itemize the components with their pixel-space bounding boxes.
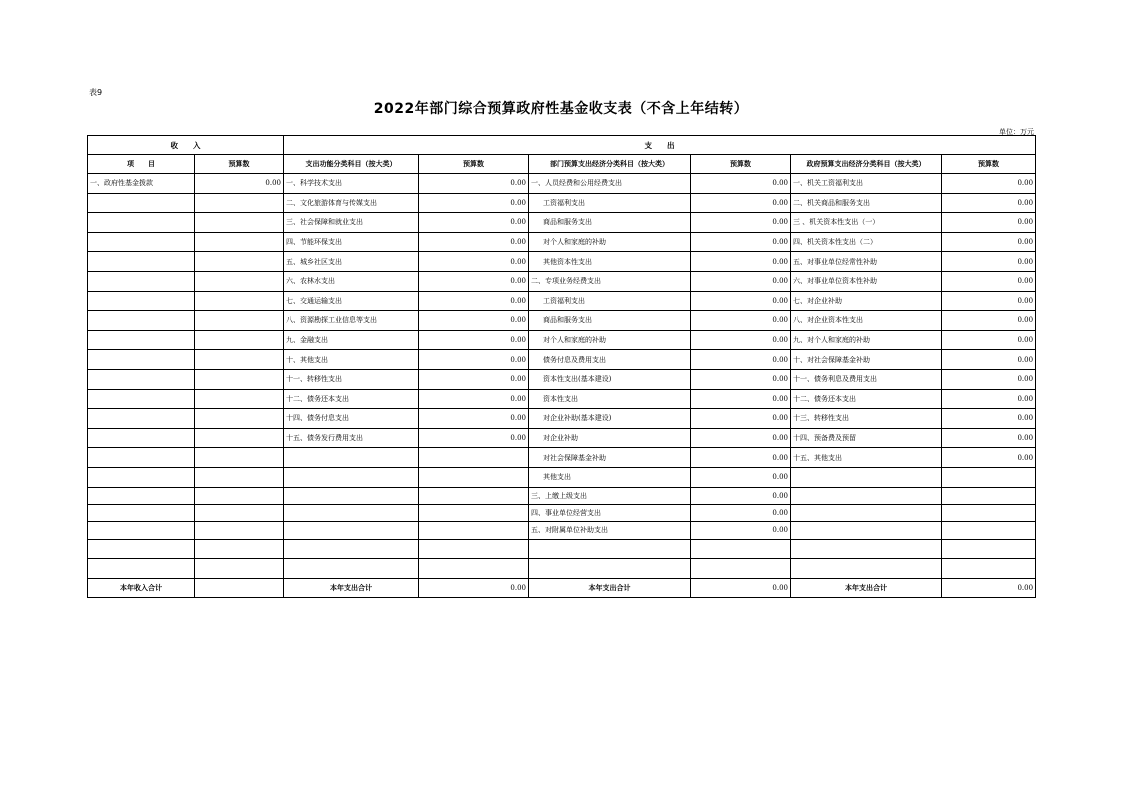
dept-econ-value: 0.00 [691,467,791,487]
dept-econ-item: 四、事业单位经营支出 [529,504,691,521]
dept-econ-item: 资本性支出 [529,389,691,409]
income-header: 收 入 [88,136,284,155]
gov-econ-value [942,522,1036,539]
dept-econ-value: 0.00 [691,271,791,291]
income-item [88,487,195,504]
func-class-item [284,559,419,579]
table-row [88,559,1036,579]
gov-econ-value [942,539,1036,559]
dept-econ-value: 0.00 [691,311,791,331]
dept-econ-value: 0.00 [691,330,791,350]
income-value [195,350,284,370]
table-row [88,213,1036,233]
dept-econ-item: 商品和服务支出 [529,311,691,331]
header-row-columns [88,155,1036,174]
table-row [88,409,1036,429]
gov-econ-value: 0.00 [942,311,1036,331]
table-row [88,448,1036,468]
gov-econ-item: 七、对企业补助 [791,291,942,311]
dept-econ-value: 0.00 [691,448,791,468]
table-row [88,232,1036,252]
dept-econ-item: 对个人和家庭的补助 [529,330,691,350]
dept-econ-value: 0.00 [691,291,791,311]
gov-econ-value: 0.00 [942,193,1036,213]
income-value [195,369,284,389]
income-item [88,213,195,233]
expense-header: 支 出 [284,136,1036,155]
table-row [88,539,1036,559]
dept-econ-item: 对企业补助 [529,428,691,448]
func-class-item [284,539,419,559]
dept-econ-value: 0.00 [691,232,791,252]
dept-econ-value: 0.00 [691,252,791,272]
page-title: 2022年部门综合预算政府性基金收支表（不含上年结转） [373,101,749,117]
func-class-value: 0.00 [419,311,529,331]
gov-econ-item: 十四、预备费及预留 [791,428,942,448]
totals-row [88,578,1036,597]
income-total-label: 本年收入合计 [88,578,195,597]
gov-econ-value: 0.00 [942,252,1036,272]
dept-econ-value: 0.00 [691,504,791,521]
gov-econ-value [942,487,1036,504]
gov-econ-item: 一、机关工资福利支出 [791,174,942,194]
gov-econ-value: 0.00 [942,213,1036,233]
dept-econ-value [691,559,791,579]
income-item [88,271,195,291]
income-value [195,539,284,559]
dept-econ-item: 商品和服务支出 [529,213,691,233]
func-class-item [284,522,419,539]
func-class-item [284,504,419,521]
table-row [88,174,1036,194]
income-value: 0.00 [195,174,284,194]
income-value [195,330,284,350]
func-total-value: 0.00 [419,578,529,597]
income-item [88,559,195,579]
dept-econ-item: 一、人员经费和公用经费支出 [529,174,691,194]
col-func-budget: 预算数 [419,155,529,174]
income-value [195,559,284,579]
gov-econ-value: 0.00 [942,428,1036,448]
gov-econ-item: 十三、转移性支出 [791,409,942,429]
gov-econ-value: 0.00 [942,448,1036,468]
income-value [195,409,284,429]
income-item: 一、政府性基金拨款 [88,174,195,194]
func-class-item: 一、科学技术支出 [284,174,419,194]
func-class-item [284,467,419,487]
gov-econ-value: 0.00 [942,271,1036,291]
table-row [88,330,1036,350]
dept-econ-value: 0.00 [691,522,791,539]
table-row [88,487,1036,504]
table-row [88,467,1036,487]
income-item [88,448,195,468]
col-item: 项 目 [88,155,195,174]
func-class-item: 十四、债务付息支出 [284,409,419,429]
func-class-value [419,539,529,559]
dept-econ-item: 对社会保障基金补助 [529,448,691,468]
income-item [88,409,195,429]
gov-econ-item: 二、机关商品和服务支出 [791,193,942,213]
dept-econ-value: 0.00 [691,174,791,194]
func-class-value [419,559,529,579]
func-class-value: 0.00 [419,350,529,370]
table-number: 表9 [89,88,103,97]
func-class-value [419,467,529,487]
dept-econ-item: 五、对附属单位补助支出 [529,522,691,539]
dept-econ-value: 0.00 [691,409,791,429]
table-row [88,311,1036,331]
gov-econ-value [942,504,1036,521]
gov-econ-value: 0.00 [942,409,1036,429]
dept-econ-value: 0.00 [691,428,791,448]
dept-econ-value: 0.00 [691,369,791,389]
dept-total-label: 本年支出合计 [529,578,691,597]
func-class-item: 五、城乡社区支出 [284,252,419,272]
income-item [88,252,195,272]
income-value [195,487,284,504]
dept-econ-item: 债务付息及费用支出 [529,350,691,370]
income-item [88,467,195,487]
func-class-item [284,448,419,468]
col-income-budget: 预算数 [195,155,284,174]
gov-econ-value: 0.00 [942,232,1036,252]
income-value [195,252,284,272]
income-total-value [195,578,284,597]
income-value [195,448,284,468]
gov-econ-item: 三 、机关资本性支出（一） [791,213,942,233]
income-value [195,291,284,311]
col-dept-econ-class: 部门预算支出经济分类科目（按大类） [529,155,691,174]
income-item [88,350,195,370]
unit-label: 单位：万元 [999,128,1034,136]
gov-total-value: 0.00 [942,578,1036,597]
income-value [195,522,284,539]
table-row [88,428,1036,448]
table-row [88,350,1036,370]
income-item [88,539,195,559]
dept-econ-item [529,559,691,579]
gov-econ-item: 十二、债务还本支出 [791,389,942,409]
func-class-value: 0.00 [419,232,529,252]
col-gov-budget: 预算数 [942,155,1036,174]
dept-econ-item: 二、专项业务经费支出 [529,271,691,291]
func-class-item: 七、交通运输支出 [284,291,419,311]
table-row [88,522,1036,539]
income-item [88,369,195,389]
dept-total-value: 0.00 [691,578,791,597]
income-value [195,467,284,487]
dept-econ-value [691,539,791,559]
income-value [195,271,284,291]
func-class-item: 二、文化旅游体育与传媒支出 [284,193,419,213]
dept-econ-value: 0.00 [691,487,791,504]
gov-econ-item [791,539,942,559]
dept-econ-item [529,539,691,559]
func-class-value: 0.00 [419,409,529,429]
income-item [88,330,195,350]
func-class-item: 八、资源勘探工业信息等支出 [284,311,419,331]
gov-econ-item: 六、对事业单位资本性补助 [791,271,942,291]
func-class-value: 0.00 [419,193,529,213]
gov-econ-item: 四、机关资本性支出（二） [791,232,942,252]
income-item [88,504,195,521]
gov-econ-value: 0.00 [942,389,1036,409]
gov-econ-value: 0.00 [942,369,1036,389]
dept-econ-item: 工资福利支出 [529,193,691,213]
table-row [88,291,1036,311]
income-item [88,389,195,409]
income-item [88,522,195,539]
gov-econ-item [791,467,942,487]
func-total-label: 本年支出合计 [284,578,419,597]
income-item [88,428,195,448]
func-class-item: 六、农林水支出 [284,271,419,291]
func-class-value: 0.00 [419,252,529,272]
income-value [195,213,284,233]
func-class-value: 0.00 [419,330,529,350]
income-item [88,291,195,311]
dept-econ-value: 0.00 [691,350,791,370]
income-item [88,232,195,252]
dept-econ-item: 对个人和家庭的补助 [529,232,691,252]
gov-econ-item: 十五、其他支出 [791,448,942,468]
func-class-item: 十二、债务还本支出 [284,389,419,409]
func-class-value: 0.00 [419,428,529,448]
func-class-value: 0.00 [419,213,529,233]
gov-econ-value: 0.00 [942,350,1036,370]
income-value [195,389,284,409]
func-class-value: 0.00 [419,271,529,291]
dept-econ-item: 工资福利支出 [529,291,691,311]
dept-econ-item: 三、上缴上级支出 [529,487,691,504]
income-item [88,193,195,213]
gov-econ-item: 五、对事业单位经常性补助 [791,252,942,272]
gov-econ-value: 0.00 [942,174,1036,194]
dept-econ-item: 其他支出 [529,467,691,487]
dept-econ-value: 0.00 [691,193,791,213]
col-func-class: 支出功能分类科目（按大类） [284,155,419,174]
gov-total-label: 本年支出合计 [791,578,942,597]
gov-econ-item [791,522,942,539]
income-value [195,193,284,213]
func-class-value: 0.00 [419,369,529,389]
income-item [88,311,195,331]
func-class-value: 0.00 [419,291,529,311]
col-dept-budget: 预算数 [691,155,791,174]
func-class-item: 十五、债务发行费用支出 [284,428,419,448]
func-class-value: 0.00 [419,174,529,194]
income-value [195,232,284,252]
dept-econ-value: 0.00 [691,389,791,409]
gov-econ-value [942,467,1036,487]
func-class-value [419,448,529,468]
gov-econ-item: 八、对企业资本性支出 [791,311,942,331]
func-class-value [419,522,529,539]
gov-econ-value: 0.00 [942,291,1036,311]
table-row [88,252,1036,272]
table-row [88,369,1036,389]
gov-econ-item [791,487,942,504]
func-class-item [284,487,419,504]
gov-econ-item [791,559,942,579]
func-class-item: 十、其他支出 [284,350,419,370]
func-class-value: 0.00 [419,389,529,409]
dept-econ-item: 对企业补助(基本建设) [529,409,691,429]
dept-econ-item: 其他资本性支出 [529,252,691,272]
func-class-item: 三、社会保障和就业支出 [284,213,419,233]
func-class-value [419,504,529,521]
dept-econ-value: 0.00 [691,213,791,233]
income-value [195,504,284,521]
income-value [195,311,284,331]
gov-econ-item: 十、对社会保障基金补助 [791,350,942,370]
table-row [88,504,1036,521]
income-value [195,428,284,448]
gov-econ-item [791,504,942,521]
header-row-top [88,136,1036,155]
budget-table [87,135,1036,598]
table-row [88,271,1036,291]
func-class-item: 九、金融支出 [284,330,419,350]
gov-econ-item: 十一、债务利息及费用支出 [791,369,942,389]
gov-econ-value: 0.00 [942,330,1036,350]
col-gov-econ-class: 政府预算支出经济分类科目（按大类） [791,155,942,174]
func-class-value [419,487,529,504]
gov-econ-item: 九、对个人和家庭的补助 [791,330,942,350]
dept-econ-item: 资本性支出(基本建设) [529,369,691,389]
table-row [88,193,1036,213]
func-class-item: 十一、转移性支出 [284,369,419,389]
table-row [88,389,1036,409]
gov-econ-value [942,559,1036,579]
func-class-item: 四、节能环保支出 [284,232,419,252]
